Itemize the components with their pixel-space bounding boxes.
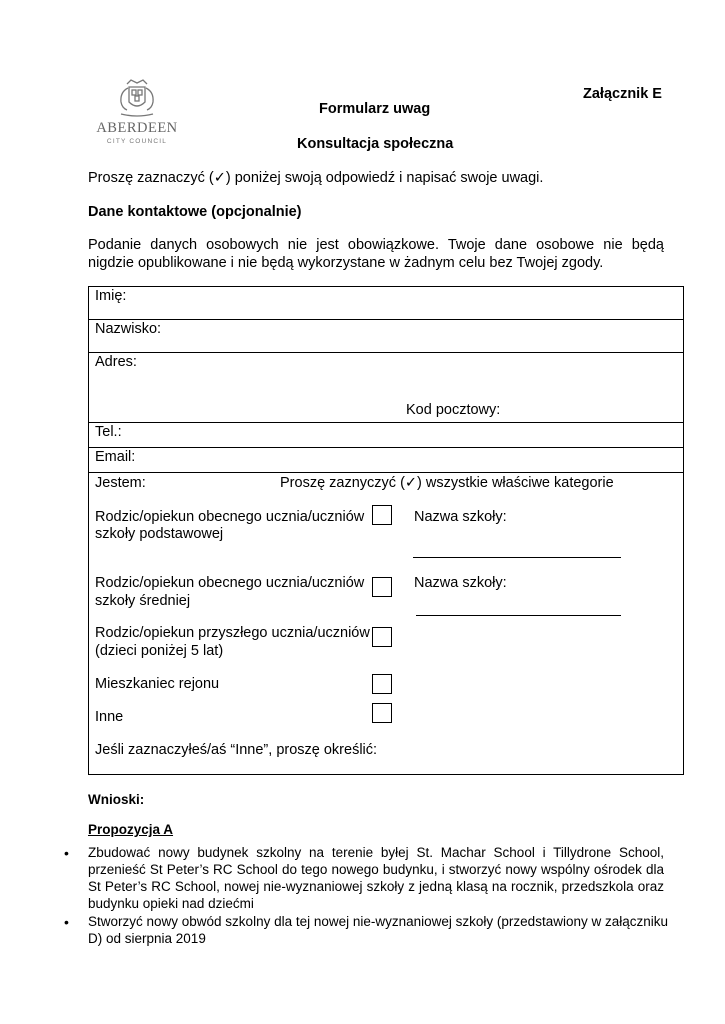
option-label-line-1: Rodzic/opiekun obecnego ucznia/uczniów (95, 575, 365, 591)
option-label-line-2: (dzieci poniżej 5 lat) (95, 643, 224, 659)
secondary-school-name-label: Nazwa szkoły: (414, 575, 507, 591)
consultation-subtitle: Konsultacja społeczna (297, 136, 454, 152)
first-name-label: Imię: (95, 288, 127, 304)
privacy-line-1: Podanie danych osobowych nie jest obowiązkowe. Twoje dane osobowe nie będą (88, 237, 664, 253)
address-field[interactable] (89, 353, 684, 423)
option-label: Inne (95, 709, 124, 725)
bullet-line: St Peter’s RC School, nowej nie-wyznaniowej szkoły z jedną klasą na rocznik, przedszkola oraz (88, 879, 664, 894)
bullet-line: przenieść St Peter’s RC School do tego nowego budynku, i stworzyć nowy wspólny ośrodek dla (88, 862, 664, 877)
email-label: Email: (95, 449, 136, 465)
other-specify-label: Jeśli zaznaczyłeś/aś “Inne”, proszę określić: (95, 742, 378, 758)
bullet-line: D) od sierpnia 2019 (88, 931, 206, 946)
logo-subtitle: CITY COUNCIL (106, 138, 168, 145)
other-checkbox[interactable] (372, 703, 392, 723)
logo-name: ABERDEEN (96, 120, 178, 136)
attachment-label: Załącznik E (583, 86, 662, 102)
last-name-field[interactable] (89, 320, 684, 353)
instruction-text: Proszę zaznaczyć (✓) poniżej swoją odpowiedź i napisać swoje uwagi. (88, 170, 544, 186)
privacy-line-2: nigdzie opublikowane i nie będą wykorzystane w żadnym celu bez Twojej zgody. (88, 255, 604, 271)
resident-checkbox[interactable] (372, 674, 392, 694)
option-label-line-2: szkoły średniej (95, 593, 191, 609)
secondary-school-name-input[interactable] (416, 615, 621, 616)
secondary-parent-checkbox[interactable] (372, 577, 392, 597)
postcode-label: Kod pocztowy: (406, 402, 501, 418)
primary-school-name-input[interactable] (413, 557, 621, 558)
option-label-line-1: Rodzic/opiekun przyszłego ucznia/uczniów (95, 625, 370, 641)
form-title: Formularz uwag (319, 101, 431, 117)
bullet-icon: • (64, 845, 69, 861)
coat-of-arms-icon (115, 78, 159, 120)
select-all-instruction: Proszę zaznyczyć (✓) wszystkie właściwe kategorie (280, 475, 614, 491)
bullet-icon: • (64, 914, 69, 930)
contact-heading: Dane kontaktowe (opcjonalnie) (88, 204, 302, 220)
phone-label: Tel.: (95, 424, 122, 440)
option-label: Mieszkaniec rejonu (95, 676, 220, 692)
bullet-line: Zbudować nowy budynek szkolny na terenie byłej St. Machar School i Tillydrone School, (88, 845, 664, 860)
option-label-line-1: Rodzic/opiekun obecnego ucznia/uczniów (95, 509, 365, 525)
contact-form (88, 286, 684, 775)
bullet-line: budynku opieki nad dziećmi (88, 896, 254, 911)
email-field[interactable] (89, 448, 684, 473)
i-am-label: Jestem: (95, 475, 146, 491)
category-section (89, 473, 684, 775)
last-name-label: Nazwisko: (95, 321, 162, 337)
future-parent-checkbox[interactable] (372, 627, 392, 647)
primary-school-name-label: Nazwa szkoły: (414, 509, 507, 525)
address-label: Adres: (95, 354, 137, 370)
option-label-line-2: szkoły podstawowej (95, 526, 224, 542)
aberdeen-city-council-logo (92, 78, 182, 145)
conclusions-heading: Wnioski: (88, 792, 145, 807)
phone-field[interactable] (89, 423, 684, 448)
bullet-line: Stworzyć nowy obwód szkolny dla tej nowej nie-wyznaniowej szkoły (przedstawiony w załączniku (88, 914, 668, 929)
primary-parent-checkbox[interactable] (372, 505, 392, 525)
proposal-a-heading: Propozycja A (88, 822, 174, 837)
first-name-field[interactable] (89, 287, 684, 320)
